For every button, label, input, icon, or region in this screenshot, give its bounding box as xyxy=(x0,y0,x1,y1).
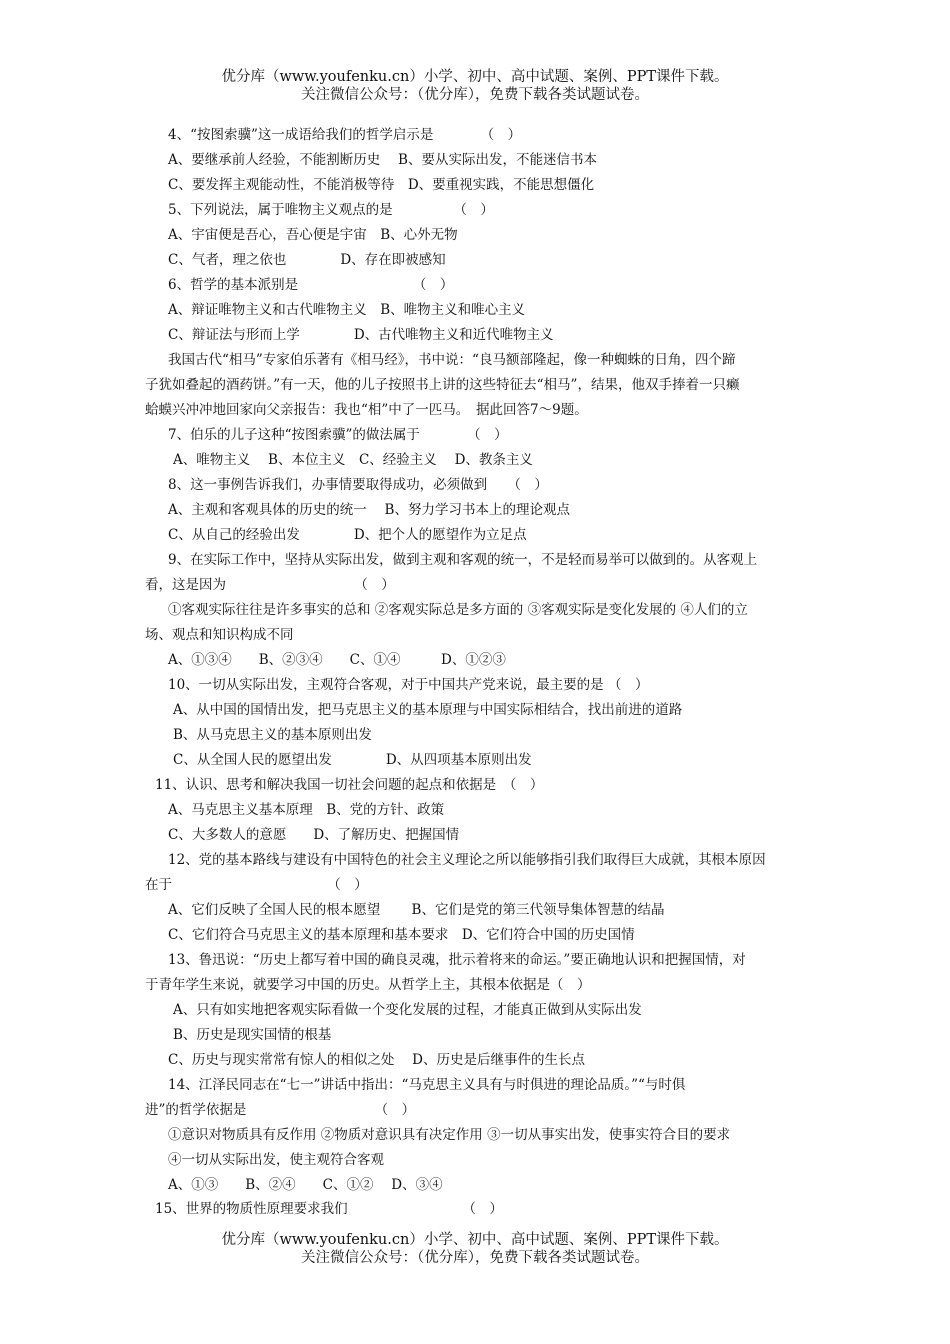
question-10-options-cd: C、从全国人民的愿望出发 D、从四项基本原则出发 xyxy=(173,752,532,768)
question-10-stem: 10、一切从实际出发，主观符合客观，对于中国共产党来说，最主要的是 （ ） xyxy=(168,677,649,693)
question-11-options-ab: A、马克思主义基本原理 B、党的方针、政策 xyxy=(168,802,445,818)
footer-line-1: 优分库（www.youfenku.cn）小学、初中、高中试题、案例、PPT课件下载。 xyxy=(221,1232,729,1248)
question-13-stem-1: 13、鲁迅说：“历史上都写着中国的确良灵魂，批示着将来的命运。”要正确地认识和把握国情，对 xyxy=(168,952,746,968)
question-12-stem-2: 在于 （ ） xyxy=(145,877,368,893)
question-13-options-cd: C、历史与现实常常有惊人的相似之处 D、历史是后继事件的生长点 xyxy=(168,1052,585,1068)
question-14-items-2: ④一切从实际出发，使主观符合客观 xyxy=(168,1152,384,1168)
question-12-stem-1: 12、党的基本路线与建设有中国特色的社会主义理论之所以能够指引我们取得巨大成就，其根本原因 xyxy=(168,852,766,868)
question-4-stem: 4、“按图索骥”这一成语给我们的哲学启示是 （ ） xyxy=(168,127,522,143)
question-9-stem-2: 看，这是因为 （ ） xyxy=(145,577,395,593)
question-12-options-ab: A、它们反映了全国人民的根本愿望 B、它们是党的第三代领导集体智慧的结晶 xyxy=(168,902,665,918)
passage-line-1: 我国古代“相马”专家伯乐著有《相马经》，书中说：“良马额部隆起，像一种蜘蛛的日角，四个蹄 xyxy=(168,352,736,368)
question-7-stem: 7、伯乐的儿子这种“按图索骥”的做法属于 （ ） xyxy=(168,427,508,443)
question-13-stem-2: 于青年学生来说，就要学习中国的历史。从哲学上主，其根本依据是（ ） xyxy=(145,977,591,993)
question-11-stem: 11、认识、思考和解决我国一切社会问题的起点和依据是 （ ） xyxy=(155,777,544,793)
question-6-options-ab: A、辩证唯物主义和古代唯物主义 B、唯物主义和唯心主义 xyxy=(168,302,526,318)
footer-line-2: 关注微信公众号：（优分库），免费下载各类试题试卷。 xyxy=(301,1250,649,1266)
question-14-options: A、①③ B、②④ C、①② D、③④ xyxy=(168,1177,443,1193)
question-4-options-ab: A、要继承前人经验，不能割断历史 B、要从实际出发，不能迷信书本 xyxy=(168,152,597,168)
question-5-stem: 5、下列说法，属于唯物主义观点的是 （ ） xyxy=(168,202,494,218)
question-14-stem-1: 14、江泽民同志在“七一”讲话中指出：“马克思主义具有与时俱进的理论品质。”“与时俱 xyxy=(168,1077,686,1093)
question-11-options-cd: C、大多数人的意愿 D、了解历史、把握国情 xyxy=(168,827,460,843)
question-5-options-ab: A、宇宙便是吾心，吾心便是宇宙 B、心外无物 xyxy=(168,227,458,243)
question-14-stem-2: 进”的哲学依据是 （ ） xyxy=(145,1102,416,1118)
question-13-option-a: A、只有如实地把客观实际看做一个变化发展的过程，才能真正做到从实际出发 xyxy=(173,1002,642,1018)
question-10-option-b: B、从马克思主义的基本原则出发 xyxy=(173,727,372,743)
question-9-items-1: ①客观实际往往是许多事实的总和 ②客观实际总是多方面的 ③客观实际是变化发展的 ④人们的立 xyxy=(168,602,748,618)
question-9-options: A、①③④ B、②③④ C、①④ D、①②③ xyxy=(168,652,506,668)
question-6-stem: 6、哲学的基本派别是 （ ） xyxy=(168,277,454,293)
question-8-options-ab: A、主观和客观具体的历史的统一 B、努力学习书本上的理论观点 xyxy=(168,502,570,518)
question-12-options-cd: C、它们符合马克思主义的基本原理和基本要求 D、它们符合中国的历史国情 xyxy=(168,927,635,943)
passage-line-3: 蛤蟆兴冲冲地回家向父亲报告：我也“相”中了一匹马。 据此回答7～9题。 xyxy=(145,402,588,418)
question-10-option-a: A、从中国的国情出发，把马克思主义的基本原理与中国实际相结合，找出前进的道路 xyxy=(173,702,683,718)
question-5-options-cd: C、气者，理之依也 D、存在即被感知 xyxy=(168,252,446,268)
question-8-stem: 8、这一事例告诉我们，办事情要取得成功，必须做到 （ ） xyxy=(168,477,548,493)
question-7-options: A、唯物主义 B、本位主义 C、经验主义 D、教条主义 xyxy=(173,452,533,468)
header-line-1: 优分库（www.youfenku.cn）小学、初中、高中试题、案例、PPT课件下载。 xyxy=(221,69,729,85)
question-9-items-2: 场、观点和知识构成不同 xyxy=(145,627,294,643)
question-6-options-cd: C、辩证法与形而上学 D、古代唯物主义和近代唯物主义 xyxy=(168,327,554,343)
question-13-option-b: B、历史是现实国情的根基 xyxy=(173,1027,332,1043)
passage-line-2: 子犹如叠起的酒药饼。”有一天，他的儿子按照书上讲的这些特征去“相马”，结果，他双手捧着一只癞 xyxy=(145,377,740,393)
question-8-options-cd: C、从自己的经验出发 D、把个人的愿望作为立足点 xyxy=(168,527,527,543)
question-9-stem-1: 9、在实际工作中，坚持从实际出发，做到主观和客观的统一，不是轻而易举可以做到的。从客观上 xyxy=(168,552,758,568)
page-header xyxy=(0,68,950,104)
question-15-stem: 15、世界的物质性原理要求我们 （ ） xyxy=(155,1201,503,1217)
question-4-options-cd: C、要发挥主观能动性，不能消极等待 D、要重视实践，不能思想僵化 xyxy=(168,177,595,193)
page-footer xyxy=(0,1231,950,1267)
header-line-2: 关注微信公众号：（优分库），免费下载各类试题试卷。 xyxy=(301,87,649,103)
question-14-items-1: ①意识对物质具有反作用 ②物质对意识具有决定作用 ③一切从事实出发，使事实符合目的要求 xyxy=(168,1127,731,1143)
